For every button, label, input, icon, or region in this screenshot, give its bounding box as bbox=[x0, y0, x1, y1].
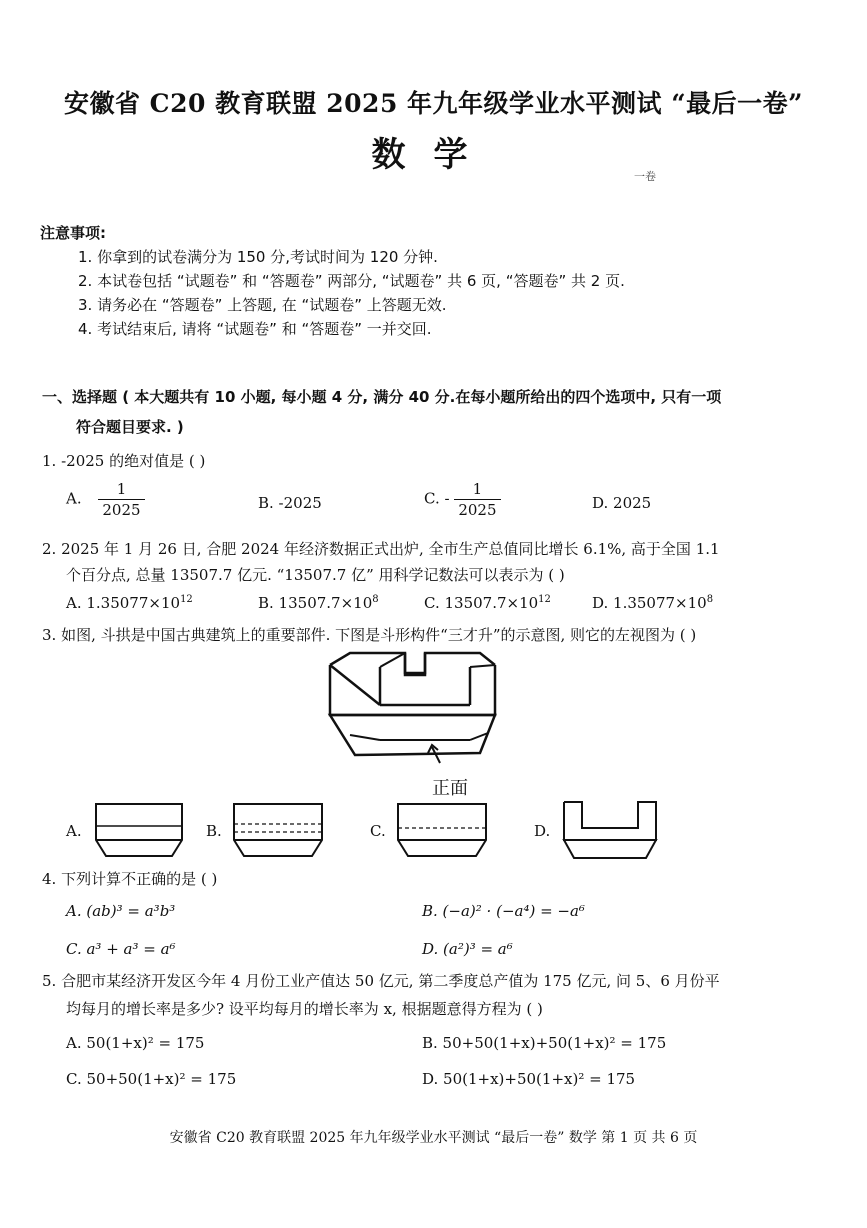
q3-option-d-figure bbox=[562, 800, 660, 860]
corner-stamp: 一卷 bbox=[634, 170, 656, 183]
notice-item-1: 1. 你拿到的试卷满分为 150 分,考试时间为 120 分钟. bbox=[78, 248, 438, 266]
q3-option-d-label: D. bbox=[534, 822, 551, 840]
q2-d-base: D. 1.35077×10 bbox=[592, 594, 707, 612]
q1-a-label: A. bbox=[66, 489, 82, 508]
q5-option-c: C. 50+50(1+x)² = 175 bbox=[66, 1070, 237, 1088]
q3-option-c-label: C. bbox=[370, 822, 386, 840]
q1-c-num: 1 bbox=[454, 480, 500, 500]
exam-title: 安徽省 C20 教育联盟 2025 年九年级学业水平测试 “最后一卷” bbox=[63, 89, 804, 118]
q1-a-num: 1 bbox=[98, 480, 144, 500]
q3-option-a-figure bbox=[94, 802, 184, 858]
q4-option-a: A. (ab)³ = a³b³ bbox=[66, 902, 176, 920]
subject-title: 数学 bbox=[371, 135, 496, 175]
notice-item-2: 2. 本试卷包括 “试题卷” 和 “答题卷” 两部分, “试题卷” 共 6 页, “答题卷” 共 2 页. bbox=[78, 272, 625, 290]
sandousheng-3d-figure bbox=[320, 645, 510, 770]
page-footer: 安徽省 C20 教育联盟 2025 年九年级学业水平测试 “最后一卷” 数学 第 1 页 共 6 页 bbox=[169, 1130, 698, 1146]
q1-stem: 1. -2025 的绝对值是 ( ) bbox=[42, 452, 206, 470]
q1-option-c bbox=[424, 480, 501, 519]
q5-stem-line2: 均每月的增长率是多少? 设平均每月的增长率为 x, 根据题意得方程为 ( ) bbox=[66, 1000, 543, 1018]
q1-option-a bbox=[66, 480, 145, 519]
q2-b-base: B. 13507.7×10 bbox=[258, 594, 373, 612]
q5-option-d: D. 50(1+x)+50(1+x)² = 175 bbox=[422, 1070, 636, 1088]
q3-option-b-figure bbox=[232, 802, 324, 858]
notice-heading: 注意事项: bbox=[40, 224, 106, 242]
q4-option-d: D. (a²)³ = a⁶ bbox=[422, 940, 513, 958]
q2-b-exp: 8 bbox=[372, 594, 379, 605]
q2-a-exp: 12 bbox=[180, 594, 193, 605]
q3-option-b-label: B. bbox=[206, 822, 222, 840]
q2-stem-line1: 2. 2025 年 1 月 26 日, 合肥 2024 年经济数据正式出炉, 全市生产总值同比增长 6.1%, 高于全国 1.1 bbox=[42, 540, 720, 558]
q3-option-c-figure bbox=[396, 802, 488, 858]
q2-c-exp: 12 bbox=[538, 594, 551, 605]
q4-option-c: C. a³ + a³ = a⁶ bbox=[66, 940, 176, 958]
q1-option-d: D. 2025 bbox=[592, 494, 652, 512]
notice-item-4: 4. 考试结束后, 请将 “试题卷” 和 “答题卷” 一并交回. bbox=[78, 320, 432, 338]
section-heading-cont: 符合题目要求. ) bbox=[76, 418, 184, 436]
q2-c-base: C. 13507.7×10 bbox=[424, 594, 539, 612]
q2-stem-line2: 个百分点, 总量 13507.7 亿元. “13507.7 亿” 用科学记数法可以表示为 ( ) bbox=[66, 566, 565, 584]
q1-c-den: 2025 bbox=[458, 501, 497, 519]
q1-c-label: C. - bbox=[424, 489, 450, 508]
q3-stem: 3. 如图, 斗拱是中国古典建筑上的重要部件. 下图是斗形构件“三才升”的示意图, 则它的左视图为 ( ) bbox=[42, 626, 697, 644]
q4-stem: 4. 下列计算不正确的是 ( ) bbox=[42, 870, 218, 888]
q1-a-fraction bbox=[98, 480, 144, 519]
q2-option-d bbox=[592, 594, 713, 612]
section-heading: 一、选择题 ( 本大题共有 10 小题, 每小题 4 分, 满分 40 分.在每小题所给出的四个选项中, 只有一项 bbox=[42, 388, 722, 406]
q1-c-fraction bbox=[454, 480, 500, 519]
q2-option-a bbox=[66, 594, 193, 612]
q5-stem-line1: 5. 合肥市某经济开发区今年 4 月份工业产值达 50 亿元, 第二季度总产值为 175 亿元, 问 5、6 月份平 bbox=[42, 972, 720, 990]
q2-option-c bbox=[424, 594, 551, 612]
q5-option-a: A. 50(1+x)² = 175 bbox=[66, 1034, 205, 1052]
q4-option-b: B. (−a)² · (−a⁴) = −a⁶ bbox=[422, 902, 585, 920]
q5-option-b: B. 50+50(1+x)+50(1+x)² = 175 bbox=[422, 1034, 667, 1052]
q1-a-den: 2025 bbox=[102, 501, 141, 519]
q3-option-a-label: A. bbox=[66, 822, 82, 840]
front-label: 正面 bbox=[432, 778, 468, 799]
q2-a-base: A. 1.35077×10 bbox=[66, 594, 181, 612]
q1-option-b: B. -2025 bbox=[258, 494, 322, 512]
q2-option-b bbox=[258, 594, 379, 612]
q2-d-exp: 8 bbox=[706, 594, 714, 605]
notice-item-3: 3. 请务必在 “答题卷” 上答题, 在 “试题卷” 上答题无效. bbox=[78, 296, 447, 314]
